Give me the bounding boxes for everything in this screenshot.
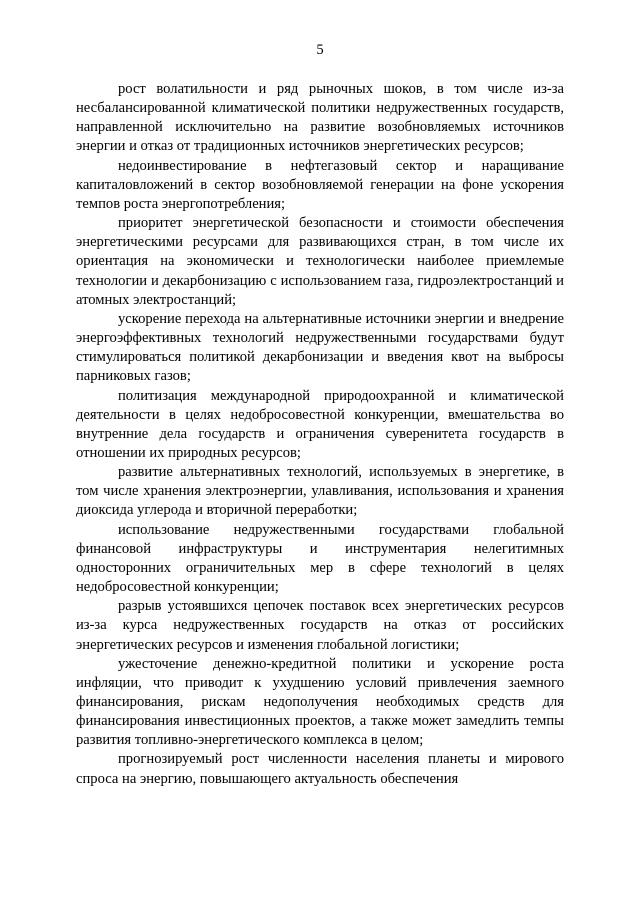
page-number: 5	[316, 42, 324, 58]
paragraph-underinvestment: недоинвестирование в нефтегазовый сектор и наращивание капиталовложений в сектор возобновляемой генерации на фоне ускорения темпов роста энергопотребления;	[76, 157, 564, 212]
paragraph-alternative-technologies: развитие альтернативных технологий, используемых в энергетике, в том числе хранения электроэнергии, улавливания, использования и хранения диоксида углерода и вторичной переработки;	[76, 464, 564, 519]
paragraph-supply-chain-disruption: разрыв устоявшихся цепочек поставок всех энергетических ресурсов из-за курса недружественных государств на отказ от российских энергетических ресурсов и изменения глобальной логистики;	[76, 598, 564, 653]
paragraph-population-growth: прогнозируемый рост численности населения планеты и мирового спроса на энергию, повышающего актуальность обеспечения	[76, 751, 564, 787]
document-body	[76, 80, 564, 789]
paragraph-volatility: рост волатильности и ряд рыночных шоков, в том числе из-за несбалансированной климатической политики недружественных государств, направленной исключительно на развитие возобновляемых источников энергии и отказ от традиционных источников энергетических ресурсов;	[76, 81, 564, 155]
paragraph-financial-infrastructure-restrictions: использование недружественными государствами глобальной финансовой инфраструктуры и инструментария нелегитимных односторонних ограничительных мер в сфере технологий в целях недобросовестной конкуренции;	[76, 521, 564, 596]
paragraph-energy-security-priority: приоритет энергетической безопасности и стоимости обеспечения энергетическими ресурсами для развивающихся стран, в том числе их ориентация на экономически и технологически наиболее приемлемые технологии и декарбонизацию с использованием газа, гидроэлектростанций и атомных электростанций;	[76, 215, 564, 308]
paragraph-climate-politicization: политизация международной природоохранной и климатической деятельности в целях недобросовестной конкуренции, вмешательства во внутренние дела государств и ограничения суверенитета государств в отношении их природных ресурсов;	[76, 387, 564, 461]
paragraph-alternative-energy-transition: ускорение перехода на альтернативные источники энергии и внедрение энергоэффективных технологий недружественными государствами будут стимулироваться политикой декарбонизации и введения квот на выбросы парниковых газов;	[76, 310, 564, 385]
paragraph-monetary-tightening: ужесточение денежно-кредитной политики и ускорение роста инфляции, что приводит к ухудшению условий привлечения заемного финансирования, рискам недополучения необходимых средств для финансирования инвестиционных проектов, а также может замедлить темпы развития топливно-энергетического комплекса в целом;	[76, 655, 564, 749]
